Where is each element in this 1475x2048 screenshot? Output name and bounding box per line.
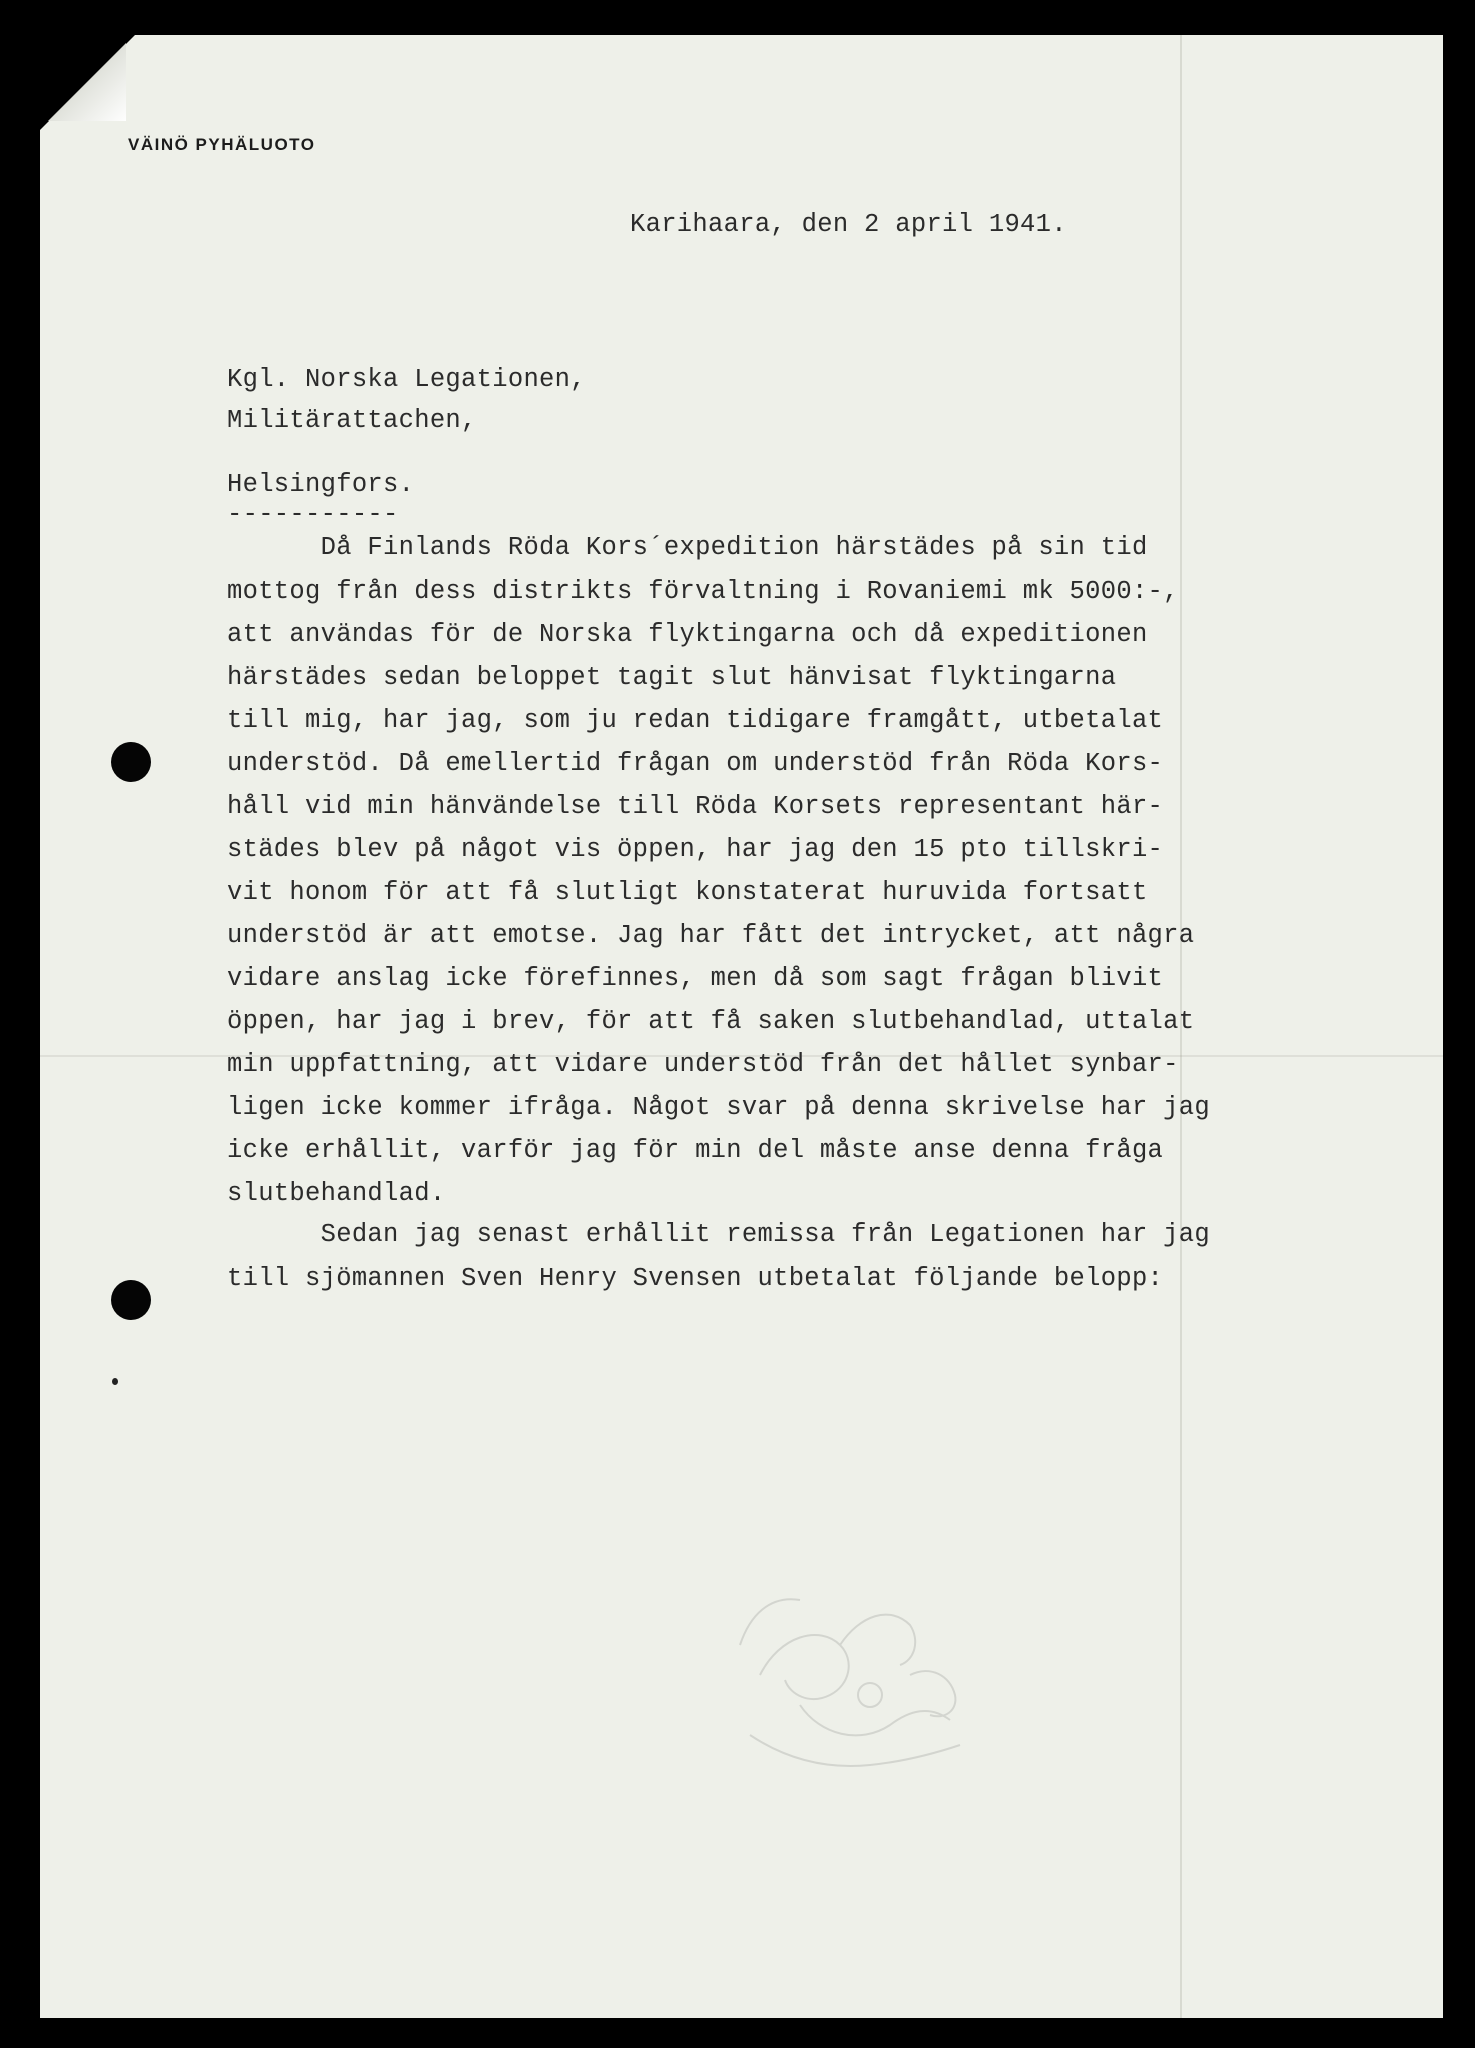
ink-speck — [112, 1378, 118, 1385]
body-line: understöd är att emotse. Jag har fått det intrycket, att några — [227, 921, 1195, 950]
body-line: öppen, har jag i brev, för att få saken slutbehandlad, uttalat — [227, 1007, 1195, 1036]
body-line: min uppfattning, att vidare understöd från det hållet synbar- — [227, 1050, 1179, 1079]
body-line: till mig, har jag, som ju redan tidigare framgått, utbetalat — [227, 706, 1164, 735]
body-line: städes blev på något vis öppen, har jag den 15 pto tillskri- — [227, 835, 1164, 864]
body-line: mottog från dess distrikts förvaltning i Rovaniemi mk 5000:-, — [227, 577, 1179, 606]
letterhead-name: VÄINÖ PYHÄLUOTO — [128, 135, 316, 154]
address-underline: ----------- — [227, 500, 399, 529]
body-line: vidare anslag icke förefinnes, men då som sagt frågan blivit — [227, 964, 1164, 993]
body-line: Då Finlands Röda Kors´expedition härstädes på sin tid — [227, 533, 1148, 562]
punch-hole-icon — [111, 742, 151, 782]
body-line: slutbehandlad. — [227, 1179, 446, 1208]
address-line-city: Helsingfors. — [227, 470, 415, 499]
body-line: Sedan jag senast erhållit remissa från Legationen har jag — [227, 1220, 1210, 1249]
body-line: vit honom för att få slutligt konstaterat huruvida fortsatt — [227, 878, 1148, 907]
body-line: att användas för de Norska flyktingarna och då expeditionen — [227, 620, 1148, 649]
body-line: håll vid min hänvändelse till Röda Korsets representant här- — [227, 792, 1164, 821]
punch-hole-icon — [111, 1280, 151, 1320]
body-line: till sjömannen Sven Henry Svensen utbetalat följande belopp: — [227, 1264, 1164, 1293]
dateline: Karihaara, den 2 april 1941. — [630, 210, 1067, 239]
body-line: härstädes sedan beloppet tagit slut hänvisat flyktingarna — [227, 663, 1117, 692]
body-line: understöd. Då emellertid frågan om understöd från Röda Kors- — [227, 749, 1164, 778]
address-line-office: Militärattachen, — [227, 406, 477, 435]
body-line: ligen icke kommer ifråga. Något svar på denna skrivelse har jag — [227, 1093, 1210, 1122]
body-line: icke erhållit, varför jag för min del måste anse denna fråga — [227, 1136, 1164, 1165]
address-line-recipient: Kgl. Norska Legationen, — [227, 365, 586, 394]
paper-watermark-icon — [720, 1555, 980, 1785]
